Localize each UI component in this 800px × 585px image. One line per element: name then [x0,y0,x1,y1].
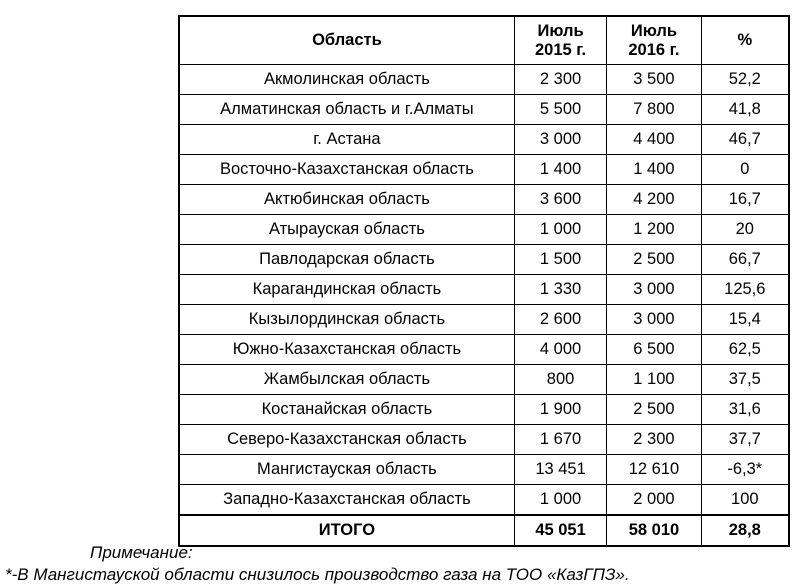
percent-cell: 52,2 [701,65,789,95]
table-row [179,425,789,455]
july-2015-cell: 1 670 [514,425,606,455]
header-july-2015 [514,16,606,65]
july-2016-cell: 2 500 [607,245,701,275]
region-cell: Павлодарская область [179,245,514,275]
percent-cell: 31,6 [701,395,789,425]
july-2016-cell: 4 200 [607,185,701,215]
percent-cell: 37,5 [701,365,789,395]
total-july-2016-cell: 58 010 [607,515,701,546]
header-row [179,16,789,65]
region-cell: Актюбинская область [179,185,514,215]
table-row [179,275,789,305]
july-2015-cell: 13 451 [514,455,606,485]
region-cell: Акмолинская область [179,65,514,95]
july-2015-cell: 3 000 [514,125,606,155]
table-row [179,395,789,425]
july-2015-cell: 1 000 [514,215,606,245]
july-2016-cell: 7 800 [607,95,701,125]
july-2016-cell: 3 000 [607,275,701,305]
percent-cell: 41,8 [701,95,789,125]
table-row [179,215,789,245]
header-line: 2016 г. [628,40,680,59]
july-2016-cell: 1 400 [607,155,701,185]
table-row [179,245,789,275]
header-line: 2015 г. [534,40,587,59]
total-region-cell: ИТОГО [179,515,514,546]
table-row [179,155,789,185]
july-2015-cell: 1 900 [514,395,606,425]
region-cell: Костанайская область [179,395,514,425]
july-2015-cell: 5 500 [514,95,606,125]
percent-cell: 15,4 [701,305,789,335]
region-cell: Атырауская область [179,215,514,245]
total-row [179,515,789,546]
percent-cell: 16,7 [701,185,789,215]
percent-cell: 66,7 [701,245,789,275]
july-2015-cell: 1 330 [514,275,606,305]
percent-cell: 100 [701,485,789,516]
header-line: Июль [630,21,678,40]
table-row [179,335,789,365]
july-2016-cell: 3 500 [607,65,701,95]
july-2015-cell: 4 000 [514,335,606,365]
july-2016-cell: 6 500 [607,335,701,365]
region-cell: Западно-Казахстанская область [179,485,514,516]
table-row [179,65,789,95]
percent-cell: 62,5 [701,335,789,365]
table-row [179,185,789,215]
july-2015-cell: 2 300 [514,65,606,95]
region-cell: Кызылординская область [179,305,514,335]
percent-cell: 37,7 [701,425,789,455]
july-2015-cell: 3 600 [514,185,606,215]
table-row [179,365,789,395]
july-2016-cell: 12 610 [607,455,701,485]
header-line: Июль [537,21,584,40]
percent-cell: -6,3* [701,455,789,485]
july-2016-cell: 3 000 [607,305,701,335]
header-percent: % [701,16,789,65]
header-region: Область [179,16,514,65]
note-title: Примечание: [90,543,193,562]
july-2016-cell: 1 100 [607,365,701,395]
region-cell: Мангистауская область [179,455,514,485]
table-row [179,485,789,516]
july-2016-cell: 2 300 [607,425,701,455]
table-row [179,95,789,125]
region-cell: Восточно-Казахстанская область [179,155,514,185]
region-cell: Алматинская область и г.Алматы [179,95,514,125]
regions-table [178,15,790,547]
percent-cell: 20 [701,215,789,245]
july-2015-cell: 1 000 [514,485,606,516]
july-2016-cell: 1 200 [607,215,701,245]
percent-cell: 46,7 [701,125,789,155]
july-2016-cell: 4 400 [607,125,701,155]
table-row [179,455,789,485]
july-2015-cell: 2 600 [514,305,606,335]
note-text: *-В Мангистауской области снизилось производство газа на ТОО «КазГПЗ». [5,565,630,584]
region-cell: Южно-Казахстанская область [179,335,514,365]
table-row [179,305,789,335]
july-2015-cell: 1 500 [514,245,606,275]
july-2015-cell: 1 400 [514,155,606,185]
region-cell: Жамбылская область [179,365,514,395]
percent-cell: 125,6 [701,275,789,305]
region-cell: Северо-Казахстанская область [179,425,514,455]
header-july-2016 [607,16,701,65]
region-cell: г. Астана [179,125,514,155]
july-2016-cell: 2 000 [607,485,701,516]
july-2016-cell: 2 500 [607,395,701,425]
july-2015-cell: 800 [514,365,606,395]
total-july-2015-cell: 45 051 [514,515,606,546]
table-row [179,125,789,155]
region-cell: Карагандинская область [179,275,514,305]
percent-cell: 0 [701,155,789,185]
total-percent-cell: 28,8 [701,515,789,546]
